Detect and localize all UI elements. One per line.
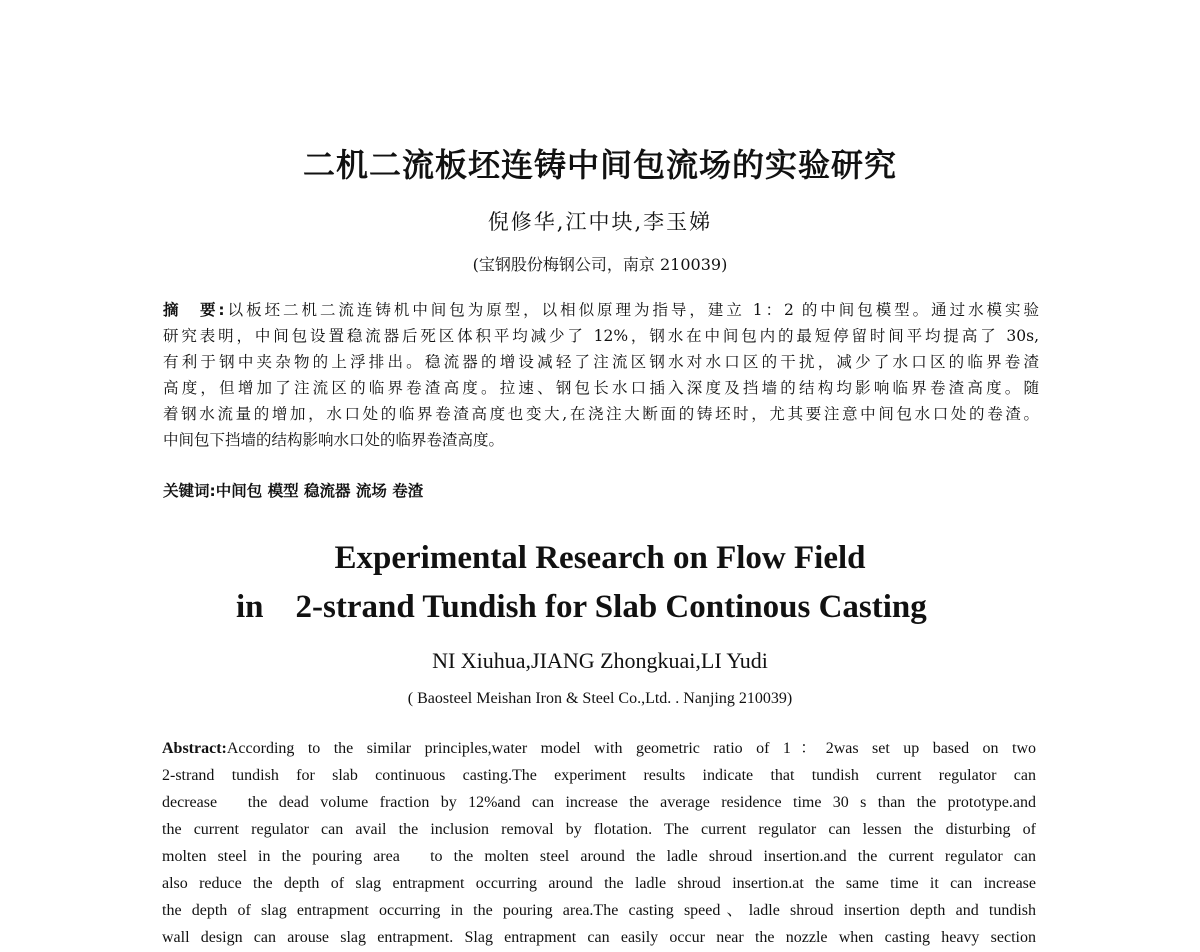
chinese-keywords: 关键词:中间包 模型 稳流器 流场 卷渣 bbox=[163, 482, 424, 500]
chinese-abstract-line: 高度，但增加了注流区的临界卷渣高度。拉速、钢包长水口插入深度及挡墙的结构均影响临界卷渣高度。随 bbox=[163, 379, 1039, 397]
chinese-abstract-line: 中间包下挡墙的结构影响水口处的临界卷渣高度。 bbox=[163, 431, 505, 449]
chinese-abstract-line bbox=[163, 297, 1039, 323]
english-abstract-line: 2-strand tundish for slab continuous casting.The experiment results indicate that tundish current regulator can bbox=[162, 767, 1036, 784]
english-title-line-2-main: 2-strand Tundish for Slab Continous Casting bbox=[295, 589, 927, 625]
english-abstract-line: decrease the dead volume fraction by 12%and can increase the average residence time 30 s than the prototype.and bbox=[162, 794, 1036, 811]
chinese-abstract-label: 摘 要: bbox=[163, 301, 225, 319]
chinese-title: 二机二流板坯连铸中间包流场的实验研究 bbox=[302, 146, 897, 184]
english-title-line-1: Experimental Research on Flow Field bbox=[334, 540, 866, 576]
chinese-authors: 倪修华,江中块,李玉娣 bbox=[487, 210, 713, 234]
chinese-abstract-line: 着钢水流量的增加，水口处的临界卷渣高度也变大,在浇注大断面的铸坯时，尤其要注意中间包水口处的卷渣。 bbox=[163, 405, 1039, 423]
english-authors: NI Xiuhua,JIANG Zhongkuai,LI Yudi bbox=[432, 648, 768, 673]
english-abstract-line: the depth of slag entrapment occurring in the pouring area.The casting speed、ladle shroud insertion depth and tundish bbox=[162, 902, 1036, 919]
english-title-line-2-prefix: in bbox=[236, 589, 264, 625]
english-affiliation: ( Baosteel Meishan Iron & Steel Co.,Ltd. . Nanjing 210039) bbox=[407, 690, 793, 707]
chinese-affiliation: (宝钢股份梅钢公司，南京 210039) bbox=[472, 255, 728, 274]
english-abstract-label: Abstract: bbox=[162, 740, 227, 757]
english-abstract-line bbox=[162, 735, 1036, 762]
english-abstract-line: wall design can arouse slag entrapment. Slag entrapment can easily occur near the nozzle when casting heavy section bbox=[162, 929, 1036, 946]
chinese-abstract-line: 有利于钢中夹杂物的上浮排出。稳流器的增设减轻了注流区钢水对水口区的干扰，减少了水口区的临界卷渣 bbox=[163, 353, 1039, 371]
english-abstract-text: According to the similar principles,water model with geometric ratio of 1：2was set up based on two bbox=[226, 740, 1036, 757]
english-title-line-2 bbox=[236, 589, 996, 626]
english-abstract-line: the current regulator can avail the inclusion removal by flotation. The current regulator can lessen the disturbing of bbox=[162, 821, 1036, 838]
english-abstract-line: molten steel in the pouring area to the molten steel around the ladle shroud insertion.and the current regulator can bbox=[162, 848, 1036, 865]
chinese-abstract-line: 研究表明，中间包设置稳流器后死区体积平均减少了 12%，钢水在中间包内的最短停留时间平均提高了 30s, bbox=[163, 327, 1039, 345]
english-abstract-line: also reduce the depth of slag entrapment occurring around the ladle shroud insertion.at the same time it can increase bbox=[162, 875, 1036, 892]
chinese-abstract-text: 以板坯二机二流连铸机中间包为原型，以相似原理为指导，建立 1：2 的中间包模型。通过水模实验 bbox=[224, 301, 1039, 319]
